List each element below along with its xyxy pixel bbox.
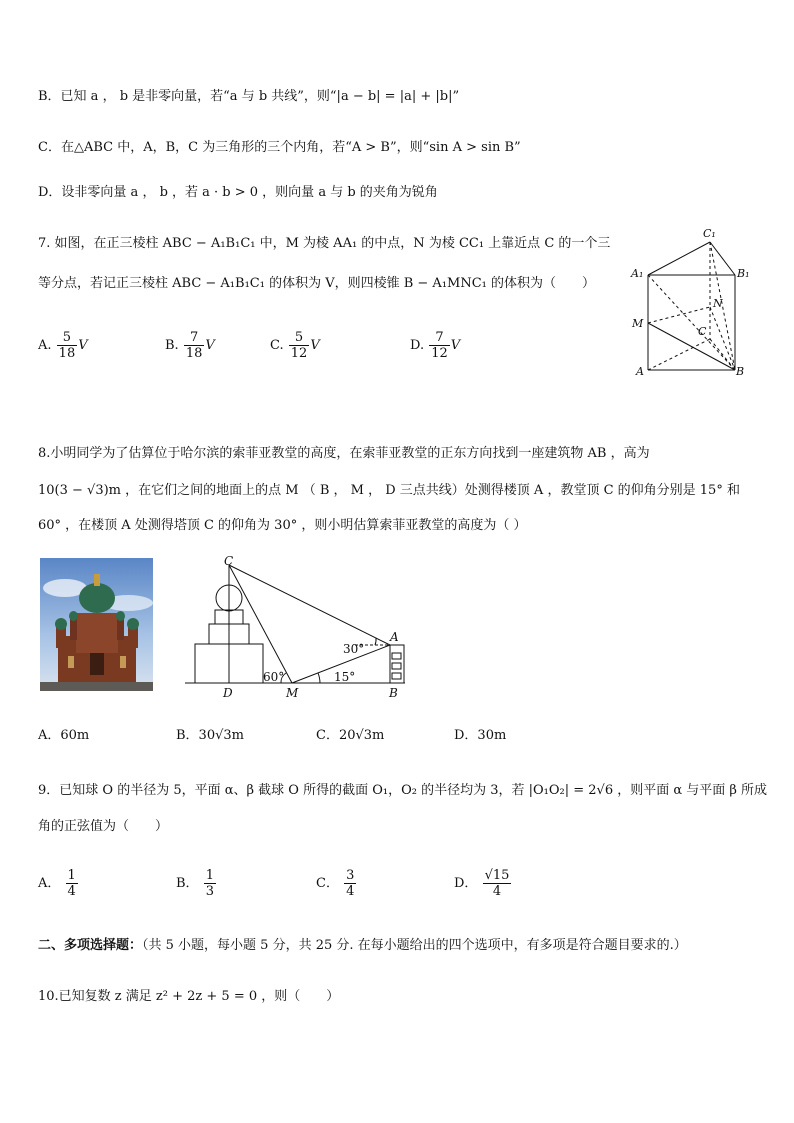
q9-option-d: D． $\frac{√15}{4}$ [454,868,510,899]
label-a1: A₁ [631,267,644,280]
label-b1: B₁ [737,267,750,280]
label-b-bottom: B [389,686,398,700]
q8-stem-line2: 10(3 − √3)m ，在它们之间的地面上的点 M （ B ， M ， D 三点共线）处测得楼顶 A ，教堂顶 C 的仰角分别是 15° 和 [38,483,740,498]
label-c-top: C [224,555,234,568]
label-n: N [713,297,723,310]
label-a: A [636,365,644,378]
q9-stem-line2: 角的正弦值为（ ） [38,819,169,834]
label-c: C [698,325,707,338]
label-d: D [223,686,233,700]
q8-stem-line1: 8.小明同学为了估算位于哈尔滨的索菲亚教堂的高度，在索菲亚教堂的正东方向找到一座建筑物 AB ，高为 [38,446,650,461]
church-photo [40,558,153,691]
q9-stem-line1: 9．已知球 O 的半径为 5，平面 α、β 截球 O 所得的截面 O₁，O₂ 的半径均为 3，若 |O₁O₂| = 2√6 ，则平面 α 与平面 β 所成 [38,783,768,798]
q7-option-c: C. $\frac{5}{12}$ V [270,330,320,361]
label-m-bottom: M [286,686,299,700]
section2-title: 二、多项选择题： [38,938,143,953]
q9-option-a: A． $\frac{1}{4}$ [38,868,76,899]
angle-15-label: 15° [334,670,356,684]
q10-stem: 10.已知复数 z 满足 z² + 2z + 5 = 0 ，则（ ） [38,989,340,1004]
angle-60-label: 60° [263,670,285,684]
label-a-right: A [390,630,399,644]
q9-option-c: C． $\frac{3}{4}$ [316,868,355,899]
q8-option-c: C．20√3m [316,728,385,743]
q7-option-b: B. $\frac{7}{18}$ V [165,330,215,361]
q6-option-c: C．在△ABC 中，A，B，C 为三角形的三个内角，若“A > B”，则“sin A > sin B” [38,140,521,155]
label-b: B [736,365,745,378]
label-c1: C₁ [703,227,716,240]
q8-stem-line3: 60° ，在楼顶 A 处测得塔顶 C 的仰角为 30° ，则小明估算索菲亚教堂的高度为（ ） [38,518,527,533]
q7-stem-line1: 7. 如图，在正三棱柱 ABC − A₁B₁C₁ 中，M 为棱 AA₁ 的中点，N 为棱 CC₁ 上靠近点 C 的一个三 [38,236,611,251]
q7-option-d: D. $\frac{7}{12}$ V [410,330,461,361]
angle-30-label: 30° [343,642,365,656]
q6-option-d: D．设非零向量 a ， b ，若 a · b > 0 ，则向量 a 与 b 的夹角为锐角 [38,185,438,200]
q9-option-b: B． $\frac{1}{3}$ [176,868,214,899]
q8-diagram [185,555,415,700]
q7-option-a: A. $\frac{5}{18}$ V [38,330,88,361]
q7-prism-figure [625,225,765,385]
q8-option-a: A．60m [38,728,90,743]
section2-desc: （共 5 小题，每小题 5 分，共 25 分. 在每小题给出的四个选项中，有多项是符合题目要求的.） [142,938,687,953]
section2-header [38,937,687,955]
q7-stem-line2: 等分点，若记正三棱柱 ABC − A₁B₁C₁ 的体积为 V，则四棱锥 B − A₁MNC₁ 的体积为（ ） [38,276,596,291]
q8-option-d: D．30m [454,728,507,743]
q6-option-b: B．已知 a ， b 是非零向量，若“a 与 b 共线”，则“|a − b| = |a| + |b|” [38,89,460,104]
label-m: M [632,317,644,330]
q8-option-b: B．30√3m [176,728,244,743]
